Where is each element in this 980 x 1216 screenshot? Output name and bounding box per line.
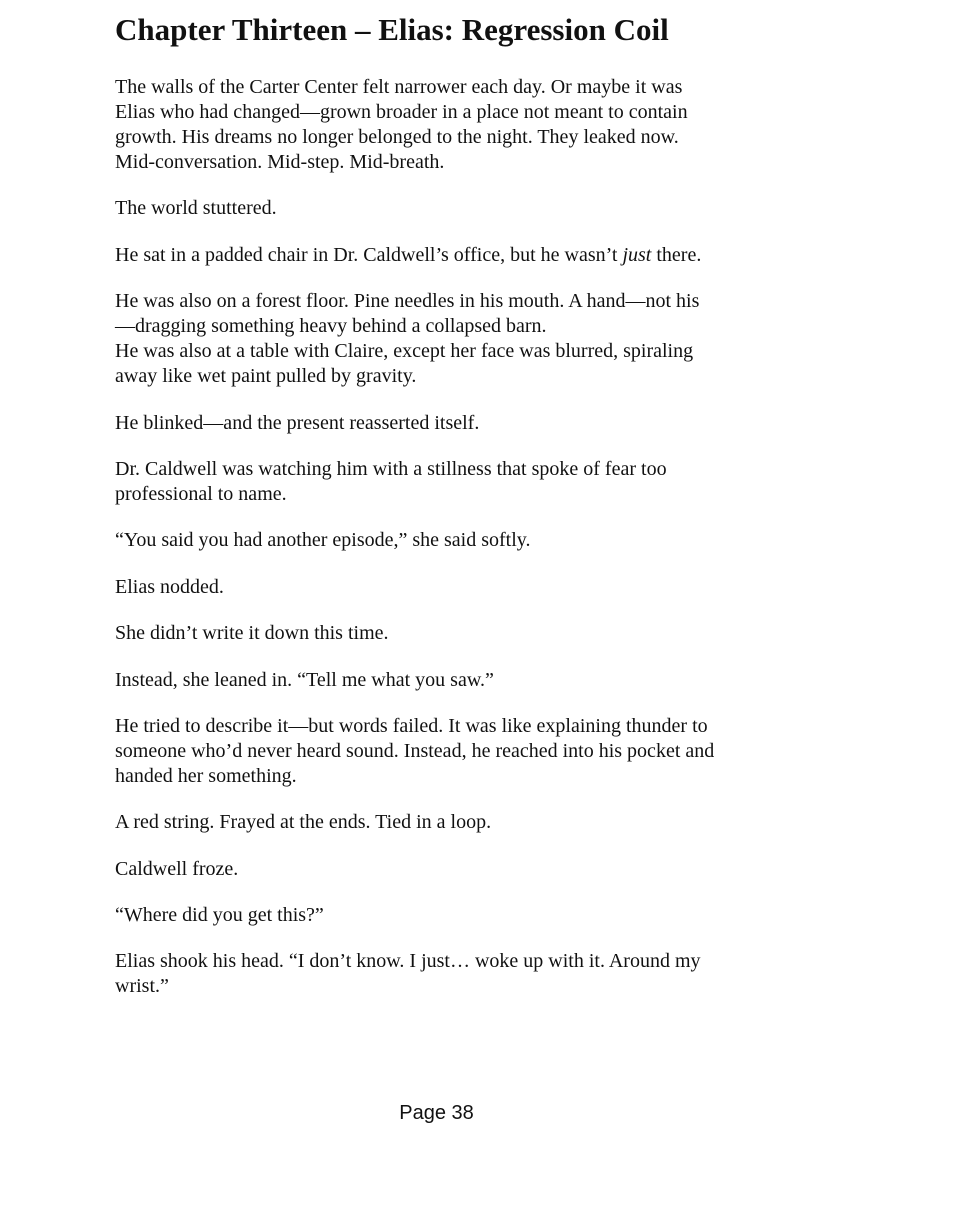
text-line: handed her something. [115, 764, 297, 787]
paragraph [115, 528, 775, 553]
text-line: Elias nodded. [115, 575, 224, 598]
text-line: —dragging something heavy behind a collapsed barn. [115, 315, 547, 338]
text-line: growth. His dreams no longer belonged to the night. They leaked now. [115, 126, 679, 148]
paragraph [115, 411, 775, 436]
text-line: away like wet paint pulled by gravity. [115, 365, 417, 388]
paragraph [115, 668, 775, 693]
paragraph [115, 289, 775, 389]
text-line: He was also on a forest floor. Pine needles in his mouth. A hand—not his [115, 290, 700, 313]
paragraph [115, 575, 775, 600]
paragraph [115, 75, 775, 175]
text-line: The walls of the Carter Center felt narrower each day. Or maybe it was [115, 76, 683, 98]
text-line: “You said you had another episode,” she said softly. [115, 529, 531, 552]
emphasis-text: just [622, 243, 652, 266]
text-line: Elias shook his head. “I don’t know. I just… woke up with it. Around my [115, 950, 701, 973]
text-line: He tried to describe it—but words failed. It was like explaining thunder to [115, 714, 708, 737]
paragraph [115, 857, 775, 882]
chapter-title: Chapter Thirteen – Elias: Regression Coil [115, 12, 669, 47]
paragraph [115, 810, 775, 835]
page-number: Page 38 [399, 1102, 474, 1124]
chapter-body [115, 75, 775, 999]
paragraph [115, 903, 775, 928]
text-line: The world stuttered. [115, 197, 277, 220]
text-line [115, 243, 775, 268]
text-run: He sat in a padded chair in Dr. Caldwell’s office, but he wasn’t [115, 243, 623, 266]
text-line: Mid-conversation. Mid-step. Mid-breath. [115, 151, 445, 173]
text-line: Caldwell froze. [115, 857, 239, 880]
text-line: someone who’d never heard sound. Instead, he reached into his pocket and [115, 739, 715, 762]
text-line: “Where did you get this?” [115, 904, 324, 927]
text-line: wrist.” [115, 975, 169, 998]
text-run: there. [651, 243, 702, 266]
paragraph [115, 714, 775, 789]
text-line: Dr. Caldwell was watching him with a stillness that spoke of fear too [115, 457, 667, 480]
paragraph [115, 196, 775, 221]
text-line: Instead, she leaned in. “Tell me what you saw.” [115, 668, 494, 691]
text-line: He was also at a table with Claire, except her face was blurred, spiraling [115, 340, 694, 363]
text-line: She didn’t write it down this time. [115, 622, 389, 645]
book-page [115, 0, 775, 1021]
text-line: He blinked—and the present reasserted itself. [115, 411, 480, 434]
text-line: professional to name. [115, 482, 287, 505]
text-line: Elias who had changed—grown broader in a place not meant to contain [115, 101, 688, 123]
paragraph [115, 621, 775, 646]
paragraph [115, 243, 775, 268]
paragraph [115, 949, 775, 999]
paragraph [115, 457, 775, 507]
text-line: A red string. Frayed at the ends. Tied in a loop. [115, 811, 492, 834]
